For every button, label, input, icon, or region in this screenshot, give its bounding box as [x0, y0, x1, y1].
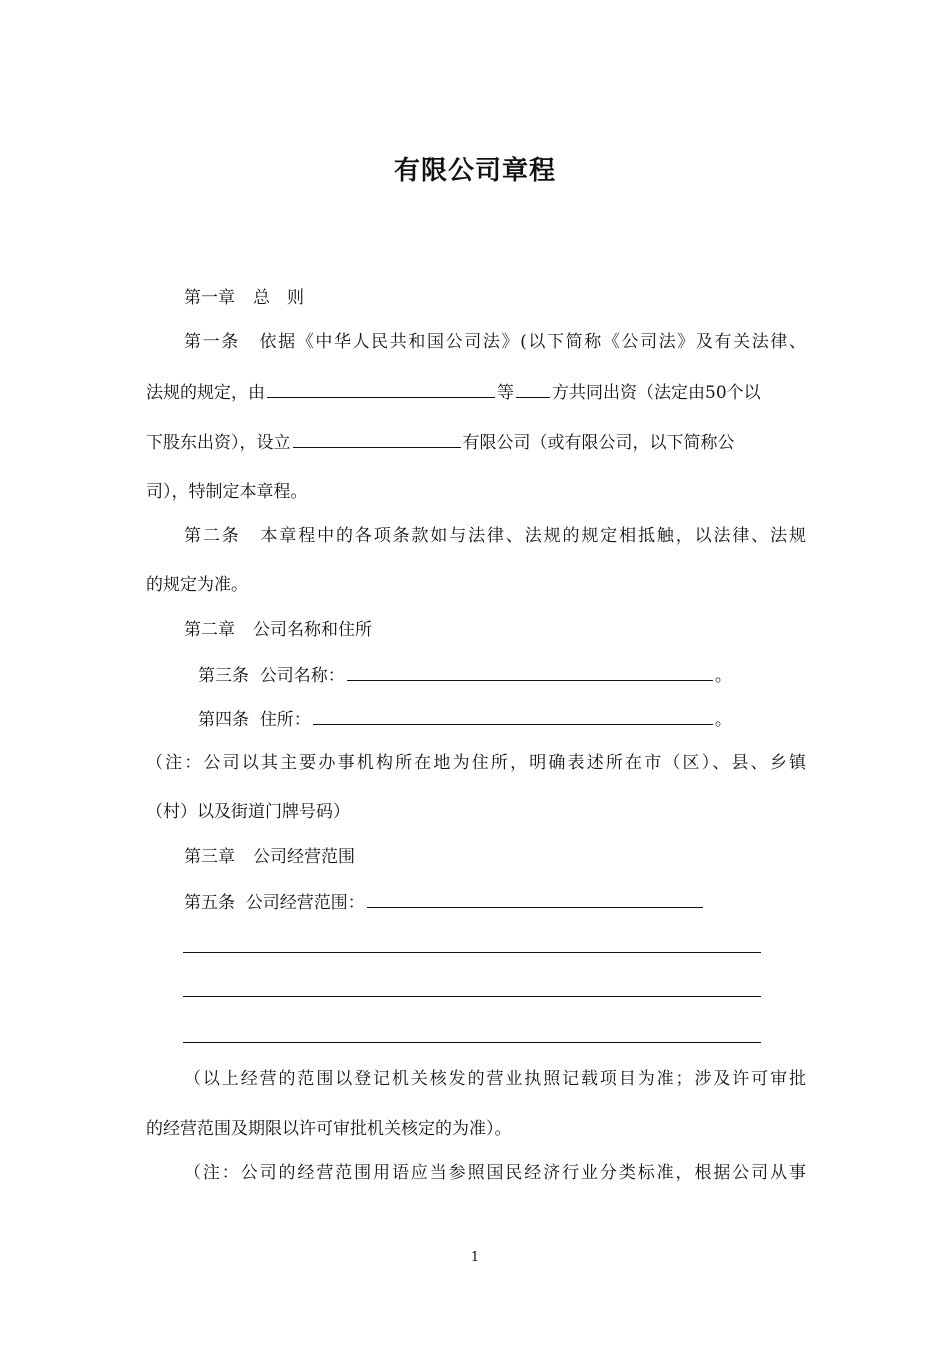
note-2-line-1: （注：公司的经营范围用语应当参照国民经济行业分类标准，根据公司从事	[184, 1163, 806, 1183]
scope-note-line-1: （以上经营的范围以登记机关核发的营业执照记载项目为准；涉及许可审批	[184, 1069, 806, 1089]
chapter-2-label: 第二章	[184, 620, 235, 640]
company-name-blank[interactable]	[293, 430, 461, 448]
article-4-line: 第四条 住所： 。	[198, 707, 806, 732]
chapter-2-heading	[184, 618, 806, 642]
article-3-label: 第三条	[198, 666, 249, 686]
business-scope-blank[interactable]	[367, 890, 703, 908]
article-5-label: 第五条	[184, 893, 235, 913]
article-1-line-2: 法规的规定，由 等 方共同出资（法定由50个以	[146, 380, 806, 405]
article-2-line-1: 第二条 本章程中的各项条款如与法律、法规的规定相抵触，以法律、法规	[184, 526, 806, 546]
address-field-blank[interactable]	[313, 707, 713, 725]
article-2-line-2: 的规定为准。	[146, 575, 248, 595]
business-scope-line-4[interactable]	[183, 1042, 761, 1043]
chapter-3-label: 第三章	[184, 847, 235, 867]
article-1-label: 第一条	[184, 332, 240, 352]
article-3-line: 第三条 公司名称： 。	[198, 663, 806, 688]
chapter-1-name: 总 则	[253, 288, 304, 308]
chapter-1-label: 第一章	[184, 288, 235, 308]
chapter-1-heading	[184, 286, 806, 310]
article-5-line: 第五条 公司经营范围：	[184, 890, 806, 915]
article-1-line-4: 司），特制定本章程。	[146, 482, 308, 502]
article-1-line-1: 第一条 依据《中华人民共和国公司法》(以下简称《公司法》及有关法律、	[184, 332, 806, 352]
company-name-field-blank[interactable]	[347, 663, 713, 681]
note-1-line-2: （村）以及街道门牌号码）	[146, 802, 350, 822]
document-title: 有限公司章程	[393, 156, 556, 186]
chapter-2-name: 公司名称和住所	[253, 620, 372, 640]
business-scope-line-3[interactable]	[183, 996, 761, 997]
page-number: 1	[470, 1250, 480, 1265]
scope-note-line-2: 的经营范围及期限以许可审批机关核定的为准）。	[146, 1119, 512, 1139]
shareholders-blank[interactable]	[267, 380, 495, 398]
note-1-line-1: （注：公司以其主要办事机构所在地为住所，明确表述所在市（区）、县、乡镇	[146, 753, 806, 773]
business-scope-line-2[interactable]	[183, 952, 761, 953]
article-1-line-3: 下股东出资），设立 有限公司（或有限公司，以下简称公	[146, 430, 806, 455]
chapter-3-heading	[184, 845, 806, 869]
article-2-label: 第二条	[184, 526, 241, 546]
party-count-blank[interactable]	[516, 380, 550, 398]
article-4-label: 第四条	[198, 710, 249, 730]
chapter-3-name: 公司经营范围	[253, 847, 355, 867]
